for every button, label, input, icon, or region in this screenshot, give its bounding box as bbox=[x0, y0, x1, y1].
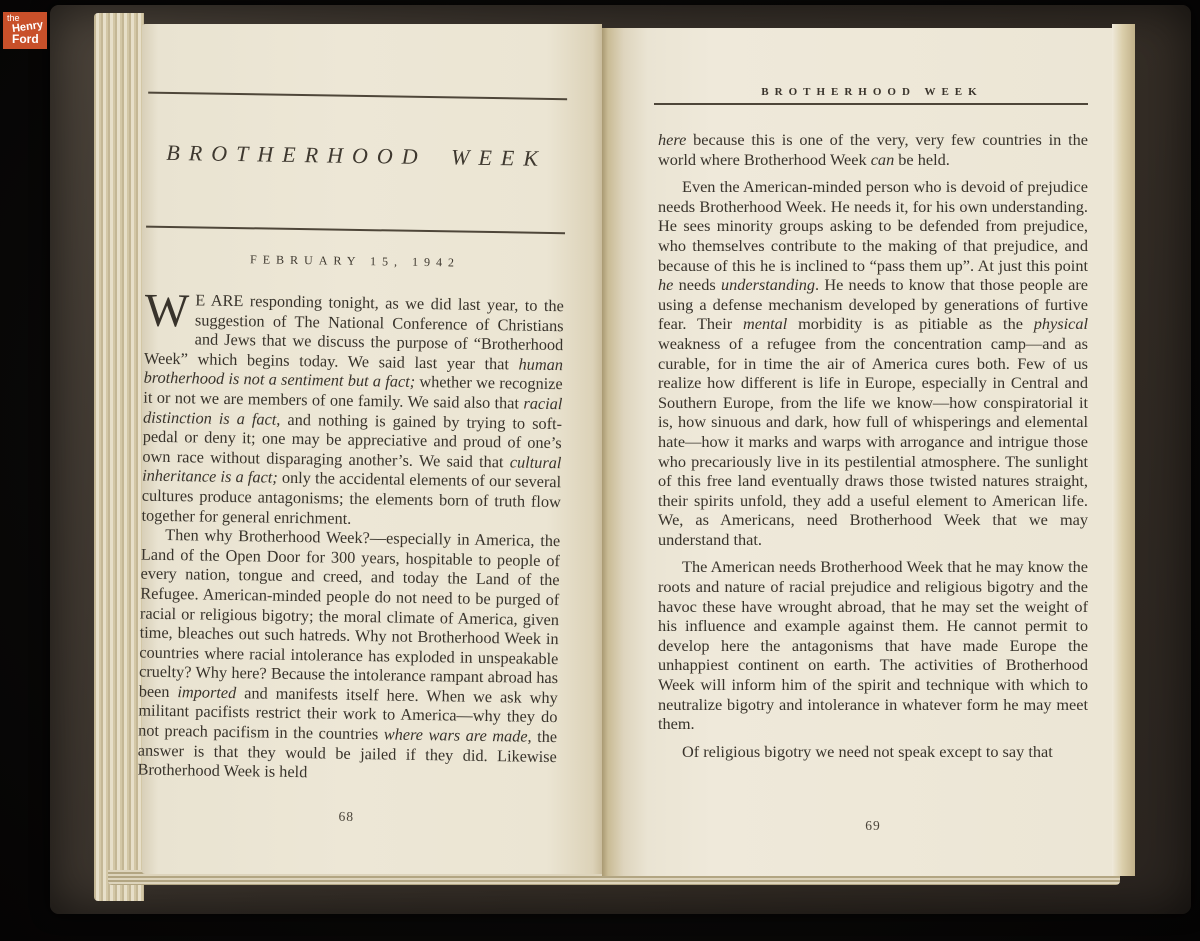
page-number-left: 68 bbox=[338, 808, 355, 824]
paragraph-text: E ARE responding tonight, as we did last year, to the suggestion of The National Conference of Christians and Jews that we discuss the purpose of “Brotherhood Week” which begins today. We said last year that human brotherhood is not a sentiment but a fact; whether we recognize it or not we are members of one family. We said also that racial distinction is a fact, and nothing is gained by trying to soft-pedal or deny it; one may be appreciative and proud of one’s own race without disparaging another’s. We said that cultural inheritance is a fact; only the accidental elements of our several cultures produce antagonisms; the elements born of truth flow together for general enrichment. bbox=[141, 290, 565, 528]
page-number-right: 69 bbox=[865, 818, 881, 833]
right-page-body bbox=[658, 130, 1088, 761]
right-page bbox=[602, 28, 1112, 876]
chapter-title: BROTHERHOOD WEEK bbox=[166, 139, 548, 171]
logo-text-the: the bbox=[7, 13, 20, 23]
logo-text-henry: Henry bbox=[11, 18, 44, 36]
right-page-edges bbox=[1112, 24, 1135, 876]
left-page-content bbox=[130, 24, 603, 881]
left-page bbox=[137, 24, 602, 874]
paragraph: Then why Brotherhood Week?—especially in America, the Land of the Open Door for 300 years, hospitable to people of every nation, tongue and creed, and today the Land of the Refugee. American-minded people do not need to be purged of racial or religious bigotry; the moral climate of America, given time, bleaches out such hatreds. Why not Brotherhood Week in countries where racial intolerance has exploded in unspeakable cruelty? Why here? Because the intolerance rampant abroad has been imported and manifests itself here. When we ask why militant pacifists restrict their work to America—why they do not preach pacifism in the countries where wars are made, the answer is that they would be jailed if they did. Likewise Brotherhood Week is held bbox=[137, 525, 561, 782]
paragraph: Of religious bigotry we need not speak except to say that bbox=[682, 741, 1053, 761]
running-header: BROTHERHOOD WEEK bbox=[761, 86, 983, 98]
paragraph bbox=[141, 284, 565, 532]
paragraph: The American needs Brotherhood Week that he may know the roots and nature of racial prejudice and religious bigotry and the havoc these have wrought abroad, that he may set the weight of his influence and example against them. He cannot permit to develop here the antagonisms that have made Europe the unhappiest continent on earth. The activities of Brotherhood Week will inform him of the spirit and technique with which to neutralize bigotry and intolerance in whatever form he may meet them. bbox=[658, 557, 1088, 734]
paragraph: Even the American-minded person who is devoid of prejudice needs Brotherhood Week. He needs it, for his own understanding. He sees minority groups asking to be defended from prejudice, who themselves contribute to the making of that prejudice, and because of this he is inclined to “pass them up”. At just this point he needs understanding. He needs to know that those people are using a defense mechanism developed by generations of furtive fear. Their mental morbidity is as pitiable as the physical weakness of a refugee from the concentration camp—and as curable, for in time the air of America cures both. Few of us realize how different is life in Europe, especially in Central and Southern Europe, from the life we know—how conspiratorial it is, how sinuous and dark, how full of whisperings and elemental hate—how it marks and warps with arrogance and intrigue those who precariously live in its pestilential atmosphere. The sunlight of this free land eventually draws those twisted natures straight, their spirits unfold, they add a useful element to American life. We, as Americans, need Brotherhood Week that we may understand that. bbox=[658, 177, 1088, 549]
divider-mid bbox=[146, 226, 565, 235]
chapter-date: FEBRUARY 15, 1942 bbox=[250, 252, 461, 270]
divider-top bbox=[148, 92, 567, 101]
header-rule bbox=[654, 103, 1088, 105]
logo-text-ford: Ford bbox=[12, 32, 39, 46]
paragraph: here because this is one of the very, very few countries in the world where Brotherhood Week can be held. bbox=[658, 130, 1088, 169]
left-page-body bbox=[137, 284, 565, 786]
drop-cap: W bbox=[144, 284, 190, 338]
henry-ford-logo bbox=[3, 12, 47, 49]
